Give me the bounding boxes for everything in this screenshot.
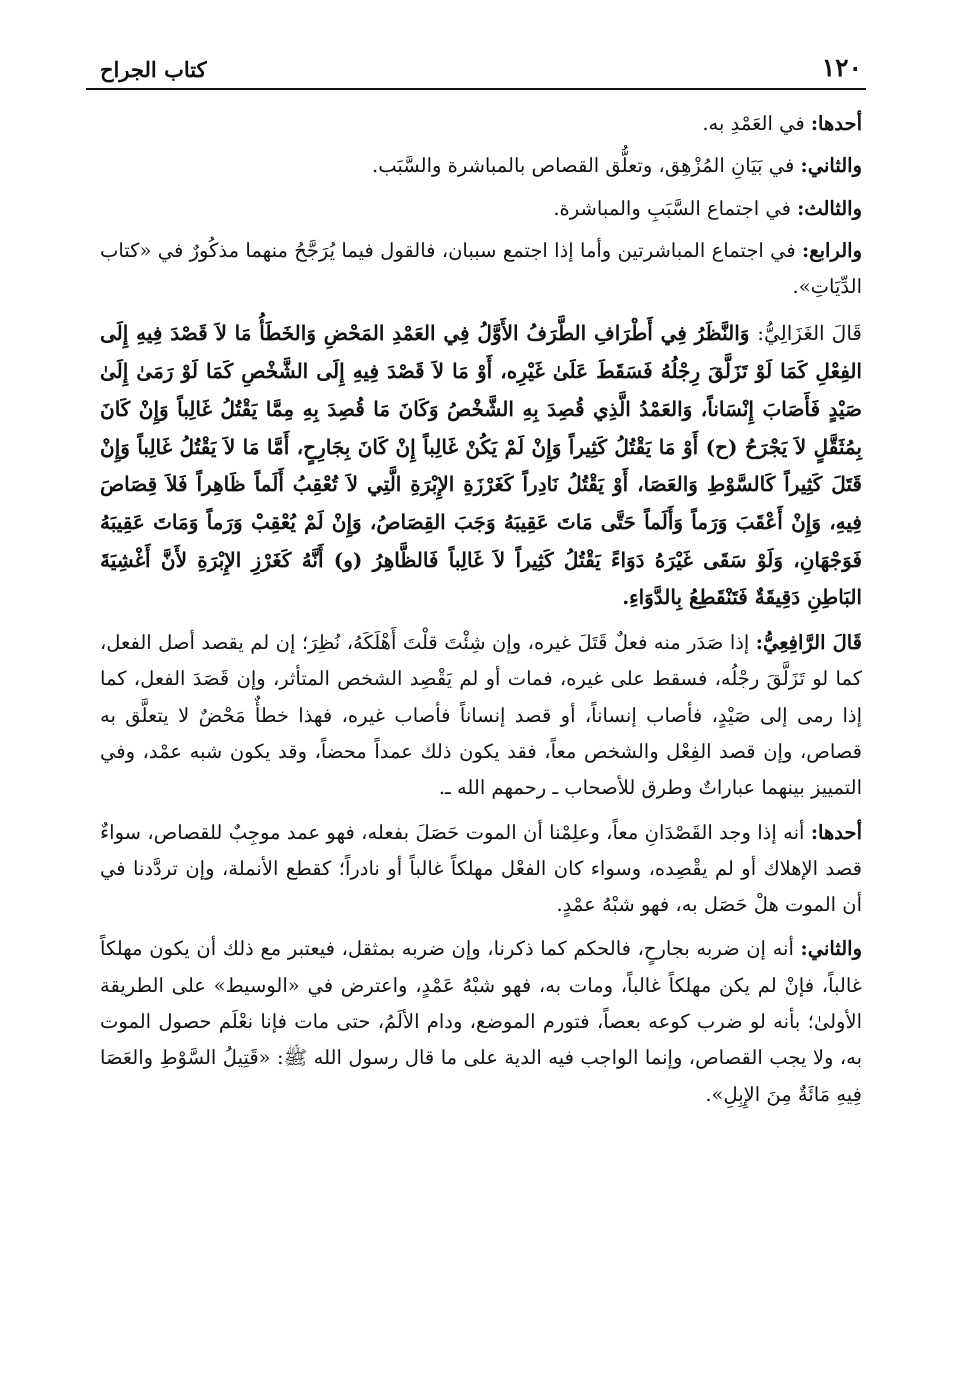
ghazali-matn [100, 315, 862, 617]
ghazali-speaker: قَالَ الغَزَالِيُّ: [757, 321, 862, 346]
ghazali-text: وَالنَّظَرُ فِي أَطْرَافِ الطَّرَفُ الأَوَّلُ فِي العَمْدِ المَحْضِ وَالخَطَأُ مَا لاَ قَصْدَ فِيهِ إِلَى الفِعْلِ كَمَا لَوْ تَزَلَّقَ رِجْلُهُ فَسَقَطَ عَلَىٰ غَيْرِه، أَوْ مَا لاَ قَصْدَ فِيهِ إِلَى الشَّخْصِ كَمَا لَوْ رَمَىٰ إِلَىٰ صَيْدٍ فَأَصَابَ إِنْسَاناً، وَالعَمْدُ الَّذِي قُصِدَ بِهِ الشَّخْصُ وَكَانَ مَا قُصِدَ بِهِ مِمَّا يَقْتُلُ غَالِباً وَإِنْ كَانَ بِمُثَقَّلٍ لاَ يَجْرَحُ (ح) أَوْ مَا يَقْتُلُ كَثِيراً وَإِنْ لَمْ يَكُنْ غَالِباً إِنْ كَانَ بِجَارِحٍ، أَمَّا مَا لاَ يَقْتُلُ غَالِباً وَإِنْ قَتَلَ كَثِيراً كَالسَّوْطِ وَالعَصَا، أَوْ يَقْتُلُ نَادِراً كَغَرْزَةِ الإِبْرَةِ الَّتِي لاَ تُعْقِبُ أَلَماً ظَاهِراً فَلاَ قِصَاصَ فِيهِ، وَإِنْ أَعْقَبَ وَرَماً وَأَلَماً حَتَّى مَاتَ عَقِيبَهُ وَجَبَ القِصَاصُ، وَإِنْ لَمْ يُعْقِبْ وَرَماً وَمَاتَ عَقِيبَهُ فَوَجْهَانِ، وَلَوْ سَقَى غَيْرَهُ دَوَاءً يَقْتُلُ كَثِيراً لاَ غَالِباً فَالظَّاهِرُ (و) أَنَّهُ كَغَرْزِ الإِبْرَةِ لأَنَّ أَغْشِيَةَ البَاطِنِ دَقِيقَةٌ فَتَنْقَطِعُ بِالدَّوَاءِ. [100, 321, 862, 610]
section-item [100, 191, 862, 227]
section-item [100, 148, 862, 184]
rafii-commentary [100, 625, 862, 806]
running-title: كتاب الجراح [100, 57, 207, 82]
section-text: في اجتماع المباشرتين وأما إذا اجتمع سببان، فالقول فيما يُرَجَّحُ منهما مذكُورٌ في «كتاب الدِّيَاتِ». [100, 238, 862, 299]
rafii-text: إذا صَدَر منه فعلٌ قَتَلَ غيره، وإن شِئْتَ قلْتَ أَهْلَكَهُ، نُظِرَ؛ إن لم يقصد أصل الفعل، كما لو تَزَلَّقَ رجْلُه، فسقط على غيره، فمات أو لم يَقْصِد الشخص المتأثر، وإن قَصَدَ الفعل، كما إذا رمى إلى صَيْدٍ، فأصاب إنساناً، أو قصد إنساناً فأصاب غيره، فهذا خطأٌ مَحْضٌ لا يتعلَّق به قصاص، وإن قصد الفِعْل والشخص معاً، فقد يكون ذلك عمداً محضاً، وقد يكون شبه عمْد، وفي التمييز بينهما عباراتٌ وطرق للأصحاب ـ رحمهم الله ـ. [100, 631, 862, 800]
rafii-speaker: قَالَ الرَّافِعِيُّ: [755, 631, 862, 655]
section-label: أحدها: [810, 112, 862, 135]
second-method-label: والثاني: [800, 937, 862, 961]
second-method-text: أنه إن ضربه بجارحٍ، فالحكم كما ذكرنا، وإن ضربه بمثقل، فيعتبر مع ذلك أن يكون مهلكاً غالباً، فإنْ لم يكن مهلكاً غالباً، ومات به، فهو شبْهُ عَمْدٍ، واعترض في «الوسيط» على الطريقة الأولىٰ؛ بأنه لو ضرب كوعه بعصاً، فتورم الموضع، ودام الألَمُ، حتى مات فإنا نعْلَم حصول الموت به، ولا يجب القصاص، وإنما الواجب فيه الدية على ما قال رسول الله ﷺ: «قَتِيلُ السَّوْطِ والعَصَا فِيهِ مَائَةٌ مِنَ الإِبِلِ». [100, 937, 862, 1106]
section-label: والثاني: [800, 154, 862, 178]
section-label: والرابع: [802, 238, 862, 262]
section-label: والثالث: [797, 196, 862, 220]
first-method-label: أحدها: [810, 820, 862, 844]
section-text: في اجتماع السَّبَبِ والمباشرة. [553, 196, 798, 220]
page-number: ١٢٠ [821, 53, 862, 82]
second-method [100, 931, 862, 1112]
section-text: في العَمْدِ به. [702, 112, 811, 135]
first-method [100, 815, 862, 924]
section-item [100, 233, 862, 306]
first-method-text: أنه إذا وجد القَصْدَانِ معاً، وعلِمْنا أن الموت حَصَلَ بفعله، فهو عمد موجِبٌ للقصاص، سواءٌ قصد الإهلاك أو لم يقْصِده، وسواء كان الفعْل مهلكاً غالباً أو نادراً؛ كقطع الأنملة، وإن تردَّدنا في أن الموت هلْ حَصَل به، فهو شبْهُ عمْدٍ. [100, 820, 862, 917]
section-text: في بَيَانِ المُزْهِق، وتعلُّق القصاص بالمباشرة والسَّبَب. [372, 154, 801, 178]
page-header [86, 40, 866, 90]
section-item [100, 106, 862, 142]
page-content [100, 106, 862, 1113]
